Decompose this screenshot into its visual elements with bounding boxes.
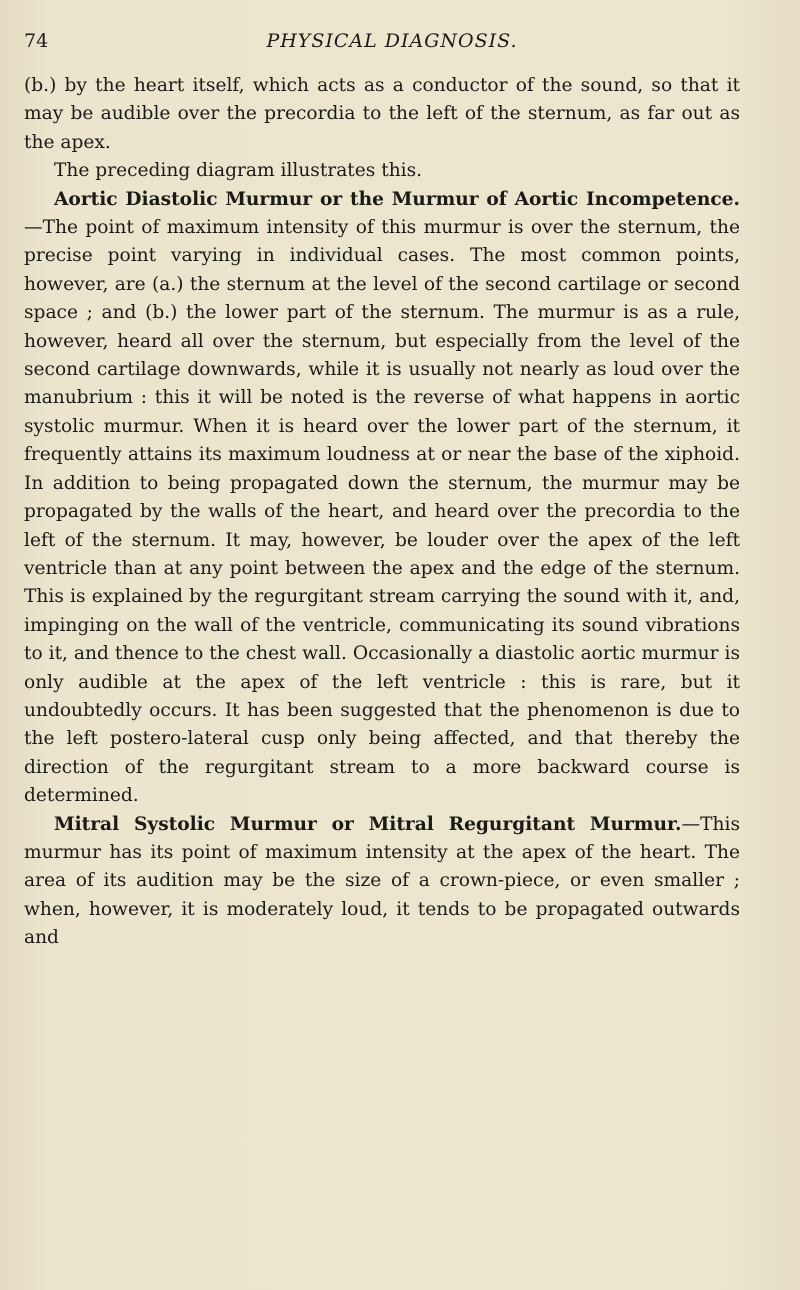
section-heading: Mitral Systolic Murmur or Mitral Regurgitant Murmur. <box>54 813 682 835</box>
page-header <box>24 30 760 58</box>
paragraph-diagram-note <box>24 157 740 185</box>
paragraph-text: —This murmur has its point of maximum intensity at the apex of the heart. The area of its audition may be the size of a crown-piece, or even smaller ; when, however, it is moderately loud, it tends to be propagated outwards and <box>24 813 740 949</box>
paragraph-aortic-diastolic <box>24 186 740 811</box>
running-title: PHYSICAL DIAGNOSIS. <box>266 30 518 52</box>
paragraph-text: The preceding diagram illustrates this. <box>54 160 423 182</box>
paragraph-text: —The point of maximum intensity of this murmur is over the sternum, the precise point varying in individual cases. The most common points, however, are (a.) the sternum at the level of the second cartilage or second space ; and (b.) the lower part of the sternum. The murmur is as a rule, however, heard all over the sternum, but especially from the level of the second cartilage downwards, while it is usually not nearly as loud over the manubrium : this it will be noted is the reverse of what happens in aortic systolic murmur. When it is heard over the lower part of the sternum, it frequently attains its maximum loudness at or near the base of the xiphoid. In addition to being propagated down the sternum, the murmur may be propagated by the walls of the heart, and heard over the precordia to the left of the sternum. It may, however, be louder over the apex of the left ventricle than at any point between the apex and the edge of the sternum. This is explained by the regurgitant stream carrying the sound with it, and, impinging on the wall of the ventricle, communicating its sound vibrations to it, and thence to the chest wall. Occasionally a diastolic aortic murmur is only audible at the apex of the left ventricle : this is rare, but it undoubtedly occurs. It has been suggested that the phenomenon is due to the left postero-lateral cusp only being affected, and that thereby the direction of the regurgitant stream to a more backward course is determined. <box>24 217 740 807</box>
paragraph-continuation <box>24 72 740 157</box>
paragraph-text: (b.) by the heart itself, which acts as a conductor of the sound, so that it may be audible over the precordia to the left of the sternum, as far out as the apex. <box>24 75 740 153</box>
section-heading: Aortic Diastolic Murmur or the Murmur of Aortic Incompetence. <box>54 188 740 210</box>
page-number: 74 <box>24 30 49 52</box>
paragraph-mitral-systolic <box>24 811 740 953</box>
body-text <box>24 72 740 953</box>
